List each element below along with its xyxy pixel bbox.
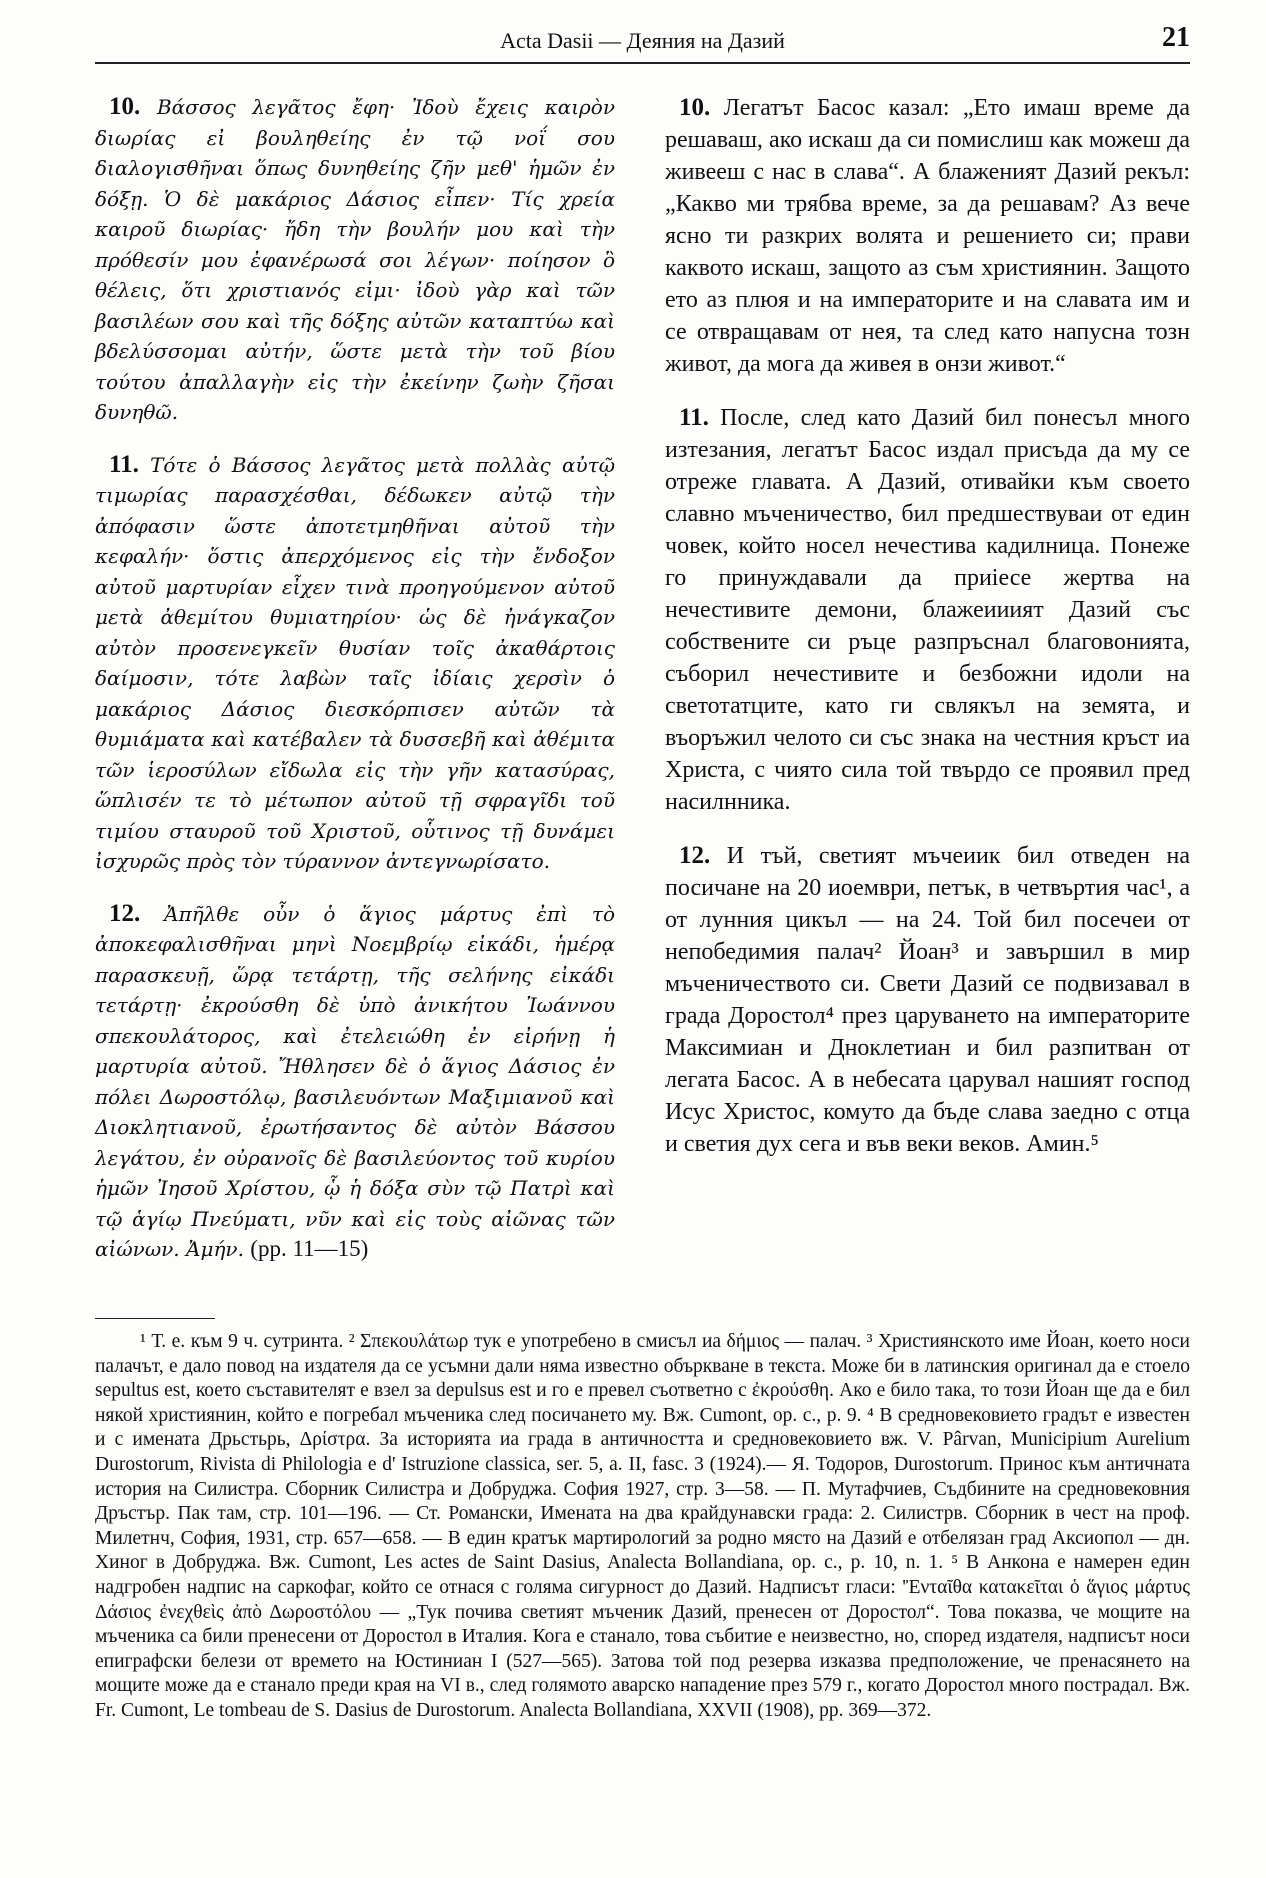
bulgarian-paragraph-10 bbox=[665, 92, 1190, 380]
paragraph-number: 12. bbox=[679, 842, 711, 869]
greek-text: Βάσσος λεγᾶτος ἔφη· Ἰδοὺ ἔχεις καιρὸν διωρίας εἰ βουληθείης ἐν τῷ νοΐ σου διαλογισθῆναι ὅπως δυνηθείης ζῆν μεθ' ἡμῶν ἐν δόξῃ. Ὁ δὲ μακάριος Δάσιος εἶπεν· Τίς χρεία καιροῦ διωρίας· ἤδη τὴν βουλήν μου καὶ τὴν πρόθεσίν μου ἐφανέρωσά σοι λέγων· ποίησον ὃ θέλεις, ὅτι χριστιανός εἰμι· ἰδοὺ γὰρ καὶ τῶν βασιλέων σου καὶ τῆς δόξης αὐτῶν καταπτύω καὶ βδελύσσομαι αὐτήν, ὥστε μετὰ τὴν τοῦ βίου τούτου ἀπαλλαγὴν εἰς τὴν ἐκείνην ζωὴν ζῆσαι δυνηθῶ. bbox=[95, 95, 616, 424]
paragraph-number: 11. bbox=[109, 450, 139, 478]
bulgarian-paragraph-11 bbox=[665, 402, 1190, 818]
bulgarian-column bbox=[665, 92, 1190, 1182]
greek-text: Τότε ὁ Βάσσος λεγᾶτος μετὰ πολλὰς αὐτῷ τιμωρίας παρασχέσθαι, δέδωκεν αὐτῷ τὴν ἀπόφασιν ὥστε ἀποτετμηθῆναι αὐτοῦ τὴν κεφαλήν· ὅστις ἀπερχόμενος εἰς τὴν ἔνδοξον αὐτοῦ μαρτυρίαν εἶχεν τινὰ προηγούμενον αὐτοῦ μετὰ ἀθεμίτου θυμιατηρίου· ὡς δὲ ἠνάγκαζον αὐτὸν προσενεγκεῖν θυσίαν τοῖς ἀκαθάρτοις δαίμοσιν, τότε λαβὼν ταῖς ἰδίαις χερσὶν ὁ μακάριος Δάσιος διεσκόρπισεν αὐτῶν τὰ θυμιάματα καὶ κατέβαλεν τὰ δυσσεβῆ καὶ ἀθέμιτα τῶν ἱεροσύλων εἴδωλα εἰς τὴν γῆν κατασύρας, ὥπλισέν τε τὸ μέτωπον αὐτοῦ τῇ σφραγῖδι τοῦ τιμίου σταυροῦ τοῦ Χριστοῦ, οὗτινος τῇ δυνάμει ἰσχυρῶς πρὸς τὸν τύραννον ἀντεγνωρίσατο. bbox=[95, 452, 615, 873]
paragraph-number: 10. bbox=[679, 94, 711, 121]
bulgarian-text: После, след като Дазий бил понесъл много изтезания, легатът Басос издал присъда да му се отреже главата. А Дазий, отивайки към своето славно мъченичество, бил предшествуваи от един човек, който носел нечестива кадилница. Понеже го принуждавали да приiесе жертва на нечестивите демони, блажеииият Дазий със собствените си ръце разпръснал благовонията, съборил нечестивите и безбожни идоли на светотатците, като ги свлякъл на земята, и въоръжил челото си със знака на честния кръст иа Христа, с чиято сила той твърдо се проявил пред насилнника. bbox=[665, 405, 1190, 815]
paragraph-number: 12. bbox=[109, 899, 141, 927]
running-title: Acta Dasii — Деяния на Дазий bbox=[500, 28, 785, 53]
page-header bbox=[95, 22, 1190, 64]
page-reference: (pp. 11—15) bbox=[250, 1236, 369, 1261]
greek-text: Ἀπῆλθε οὖν ὁ ἅγιος μάρτυς ἐπὶ τὸ ἀποκεφαλισθῆναι μηνὶ Νοεμβρίῳ εἰκάδι, ἡμέρᾳ παρασκευῇ, ὥρᾳ τετάρτῃ, τῆς σελήνης εἰκάδι τετάρτῃ· ἐκρούσθη δὲ ὑπὸ ἀνικήτου Ἰωάννου σπεκουλάτορος, καὶ ἐτελειώθη ἐν εἰρήνῃ ἡ μαρτυρία αὐτοῦ. Ἤθλησεν δὲ ὁ ἅγιος Δάσιος ἐν πόλει Δωροστόλῳ, βασιλευόντων Μαξιμιανοῦ καὶ Διοκλητιανοῦ, ἐρωτήσαντος δὲ αὐτὸν Βάσσου λεγάτου, ἐν οὐρανοῖς δὲ βασιλεύοντος τοῦ κυρίου ἡμῶν Ἰησοῦ Χρίστου, ᾧ ἡ δόξα σὺν τῷ Πατρὶ καὶ τῷ ἁγίῳ Πνεύματι, νῦν καὶ εἰς τοὺς αἰῶνας τῶν αἰώνων. Ἀμήν. bbox=[95, 901, 615, 1261]
footnote-rule bbox=[95, 1318, 215, 1319]
paragraph-number: 11. bbox=[679, 404, 709, 431]
bulgarian-text: Легатът Басос казал: „Ето имаш време да решаваш, ако искаш да си помислиш как можеш да живееш с нас в слава“. А блаженият Дазий рекъл: „Какво ми трябва време, за да решавам? Аз вече ясно ти разкрих волята и решението си; прави каквото искаш, защото аз съм християнин. Защото ето аз плюя и на императорите и на славата им и се отвращавам от нея, та след като напусна тозн живот, да мога да живея в онзи живот.“ bbox=[665, 95, 1190, 377]
paragraph-number: 10. bbox=[109, 93, 141, 120]
footnotes: ¹ Т. е. към 9 ч. сутринта. ² Σπεκουλάτωρ тук е употребено в смисъл иа δήμιος — палач. ³ Християнското име Йоан, което носи палачът, е дало повод на издателя да се усъмни дали няма известно объркване в текста. Може би в латинския оригинал да е стоело sepultus est, което съставителят е взел за depulsus est и го е превел съответно с ἐκρούσθη. Ако е било така, то този Йоан ще да е бил някой християнин, който е погребал мъченика след посичането му. Вж. Cumont, op. c., p. 9. ⁴ В средновековието градът е известен и с имената Дрьстьрь, Δρίστρα. За историята иа града в античността и средновековието вж. V. Pârvan, Municipium Aurelium Durostorum, Rivista di Philologia e d' Istruzione classica, ser. 5, a. II, fasc. 3 (1924).— Я. Тодоров, Durostorum. Принос към античната история на Силистра. Сборник Силистра и Добруджа. София 1927, стр. 3—58. — П. Мутафчиев, Съдбините на средновековния Дръстър. Пак там, стр. 101—196. — Ст. Романски, Имената на два крайдунавски града: 2. Силистрв. Сборник в чест на проф. Милетнч, София, 1931, стр. 657—658. — В един кратък мартирологий за родно място на Дазий е отбелязан град Аксиопол — дн. Хинοг в Добруджа. Вж. Cumont, Les actes de Saint Dasius, Analecta Bollandiana, op. c., p. 10, n. 1. ⁵ В Анкона е намерен един надгробен надпис на саркофаг, който се отнася с голяма сигурност до Дазий. Надписът гласи: 'Ἐνταῖθα κατακεῖται ὁ ἅγιος μάρτυς Δάσιος ἐνεχθεὶς ἀπὸ Δωροστόλου — „Тук почива светият мъченик Дазий, пренесен от Доростол“. Това показва, че мощите на мъченика са били пренесени от Доростол в Италия. Кога е станало, това събитие е неизвестно, но, според издателя, надписът носи епиграфски белези от времето на Юстиниан I (527—565). Затова той под резерва изказва предположение, че пренасянето на мощите може да е станало преди края на VI в., след голямото аварско нападение през 579 г., когато Доростол много пострадал. Вж. Fr. Cumont, Le tombeau de S. Dasius de Durostorum. Analecta Bollandiana, XXVII (1908), pp. 369—372. bbox=[95, 1331, 1190, 1721]
greek-paragraph-11 bbox=[95, 450, 615, 877]
bulgarian-text: И тъй, светият мъчеиик бил отведен на посичане на 20 иоември, петък, в четвъртия час¹, а от лунния цикъл — на 24. Той бил посечеи от непобедимия палач² Йоан³ и завършил в мир мъченичеството си. Свети Дазий се подвизавал в града Доростол⁴ през царуването на императорите Максимиан и Днοклетиан и бил разпитван от легата Басос. А в небесата царувал нашият господ Исус Христос, комуто да бъде слава заедно с отца и светия дух сега и във веки веков. Амин.⁵ bbox=[665, 843, 1190, 1157]
greek-paragraph-10 bbox=[95, 92, 615, 428]
page-number: 21 bbox=[1162, 22, 1190, 53]
greek-paragraph-12 bbox=[95, 899, 615, 1265]
bulgarian-paragraph-12 bbox=[665, 840, 1190, 1160]
greek-column bbox=[95, 92, 615, 1287]
